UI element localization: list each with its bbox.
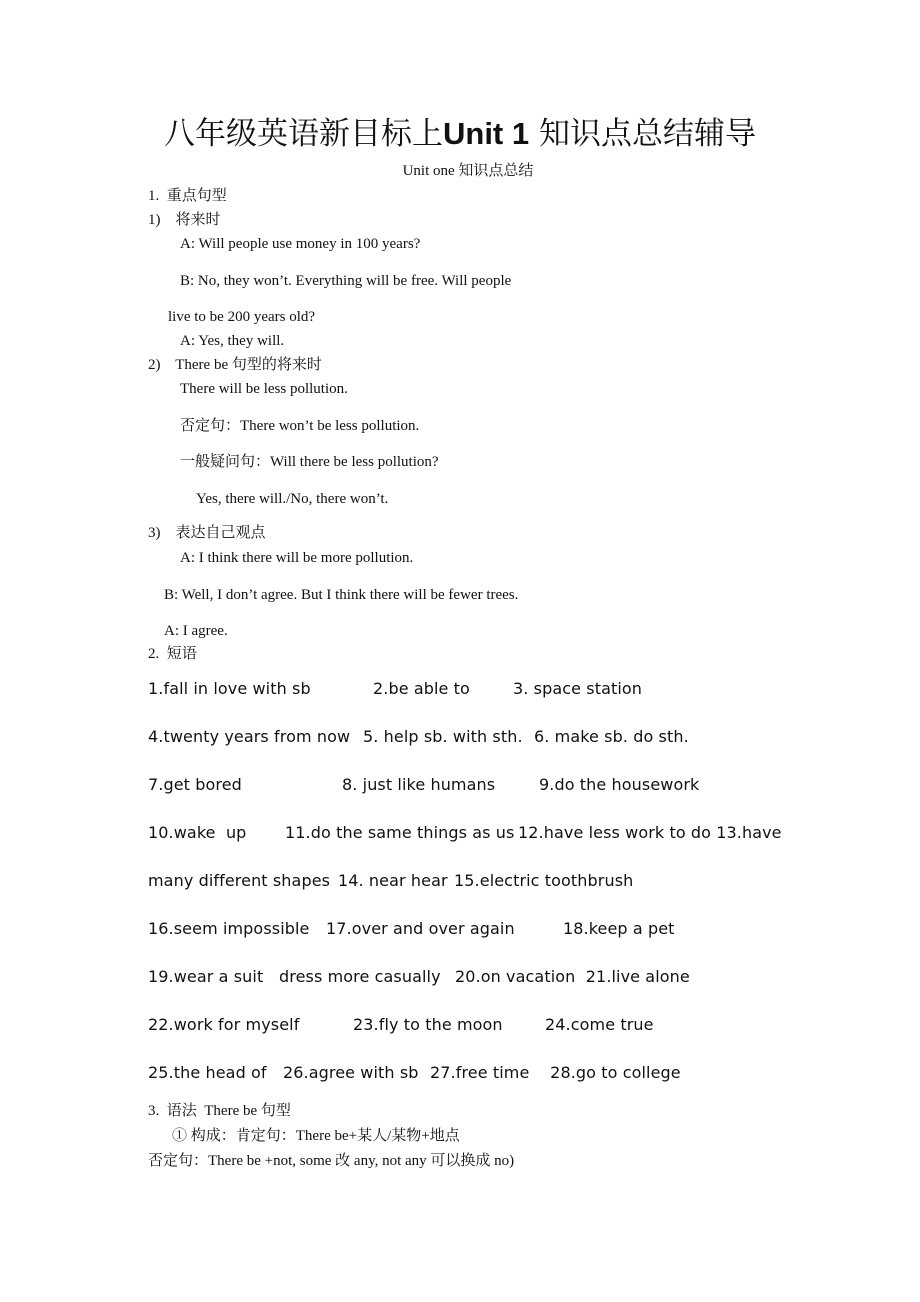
phrase-item: 8. just like humans xyxy=(342,775,496,794)
phrase-item: 9.do the housework xyxy=(539,775,700,794)
phrase-item: many different shapes xyxy=(148,871,331,890)
phrase-item: 14. near hear xyxy=(338,871,448,890)
section-2-heading: 2. 短语 xyxy=(148,646,197,662)
section-1-heading: 1. 重点句型 xyxy=(148,188,227,204)
section-3-structure: ① 构成：肯定句：There be+某人/某物+地点 xyxy=(172,1128,460,1144)
phrase-item: 23.fly to the moon xyxy=(353,1015,503,1034)
item-3-line-a2: A: I agree. xyxy=(164,623,228,639)
item-2-answers: Yes, there will./No, there won’t. xyxy=(196,491,389,507)
item-1-heading: 1) 将来时 xyxy=(148,212,221,228)
phrase-item: 1.fall in love with sb xyxy=(148,679,311,698)
title-prefix: 八年级英语新目标上 xyxy=(164,116,443,152)
section-3-negative: 否定句：There be +not, some 改 any, not any 可以换成 no) xyxy=(148,1153,515,1169)
phrase-item: dress more casually xyxy=(279,967,441,986)
phrase-item: 20.on vacation 21.live alone xyxy=(455,967,690,986)
phrase-item: 12.have less work to do 13.have xyxy=(518,823,782,842)
phrase-item: 7.get bored xyxy=(148,775,242,794)
phrase-item: 26.agree with sb xyxy=(283,1063,419,1082)
phrase-item: 6. make sb. do sth. xyxy=(534,727,689,746)
phrase-item: 16.seem impossible xyxy=(148,919,310,938)
phrase-item: 27.free time 28.go to college xyxy=(430,1063,681,1082)
item-1-line-b1: B: No, they won’t. Everything will be free. Will people xyxy=(180,273,512,289)
phrase-item: 3. space station xyxy=(513,679,643,698)
item-1-line-a2: A: Yes, they will. xyxy=(180,333,285,349)
phrase-item: 22.work for myself xyxy=(148,1015,300,1034)
title-unit: Unit 1 xyxy=(443,116,530,151)
document-subtitle: Unit one 知识点总结 xyxy=(402,163,534,179)
item-2-negative: 否定句：There won’t be less pollution. xyxy=(180,418,420,434)
item-2-heading: 2) There be 句型的将来时 xyxy=(148,357,322,373)
item-2-question: 一般疑问句：Will there be less pollution? xyxy=(180,454,439,470)
phrase-item: 19.wear a suit xyxy=(148,967,264,986)
phrase-item: 11.do the same things as us xyxy=(285,823,515,842)
item-3-line-b1: B: Well, I don’t agree. But I think there will be fewer trees. xyxy=(164,587,519,603)
item-2-example: There will be less pollution. xyxy=(180,381,348,397)
phrase-item: 5. help sb. with sth. xyxy=(363,727,523,746)
item-3-line-a1: A: I think there will be more pollution. xyxy=(180,550,414,566)
phrase-item: 18.keep a pet xyxy=(563,919,675,938)
phrase-item: 15.electric toothbrush xyxy=(454,871,634,890)
phrase-item: 17.over and over again xyxy=(326,919,515,938)
item-3-heading: 3) 表达自己观点 xyxy=(148,525,266,541)
section-3-heading: 3. 语法 There be 句型 xyxy=(148,1103,291,1119)
phrase-item: 2.be able to xyxy=(373,679,470,698)
phrase-item: 24.come true xyxy=(545,1015,654,1034)
document-title xyxy=(0,112,920,156)
item-1-line-b1-cont: live to be 200 years old? xyxy=(168,309,316,325)
phrase-item: 25.the head of xyxy=(148,1063,267,1082)
item-1-line-a1: A: Will people use money in 100 years? xyxy=(180,236,421,252)
phrase-item: 4.twenty years from now xyxy=(148,727,351,746)
title-gap xyxy=(529,116,539,152)
phrase-item: 10.wake up xyxy=(148,823,247,842)
title-suffix: 知识点总结辅导 xyxy=(538,116,756,152)
